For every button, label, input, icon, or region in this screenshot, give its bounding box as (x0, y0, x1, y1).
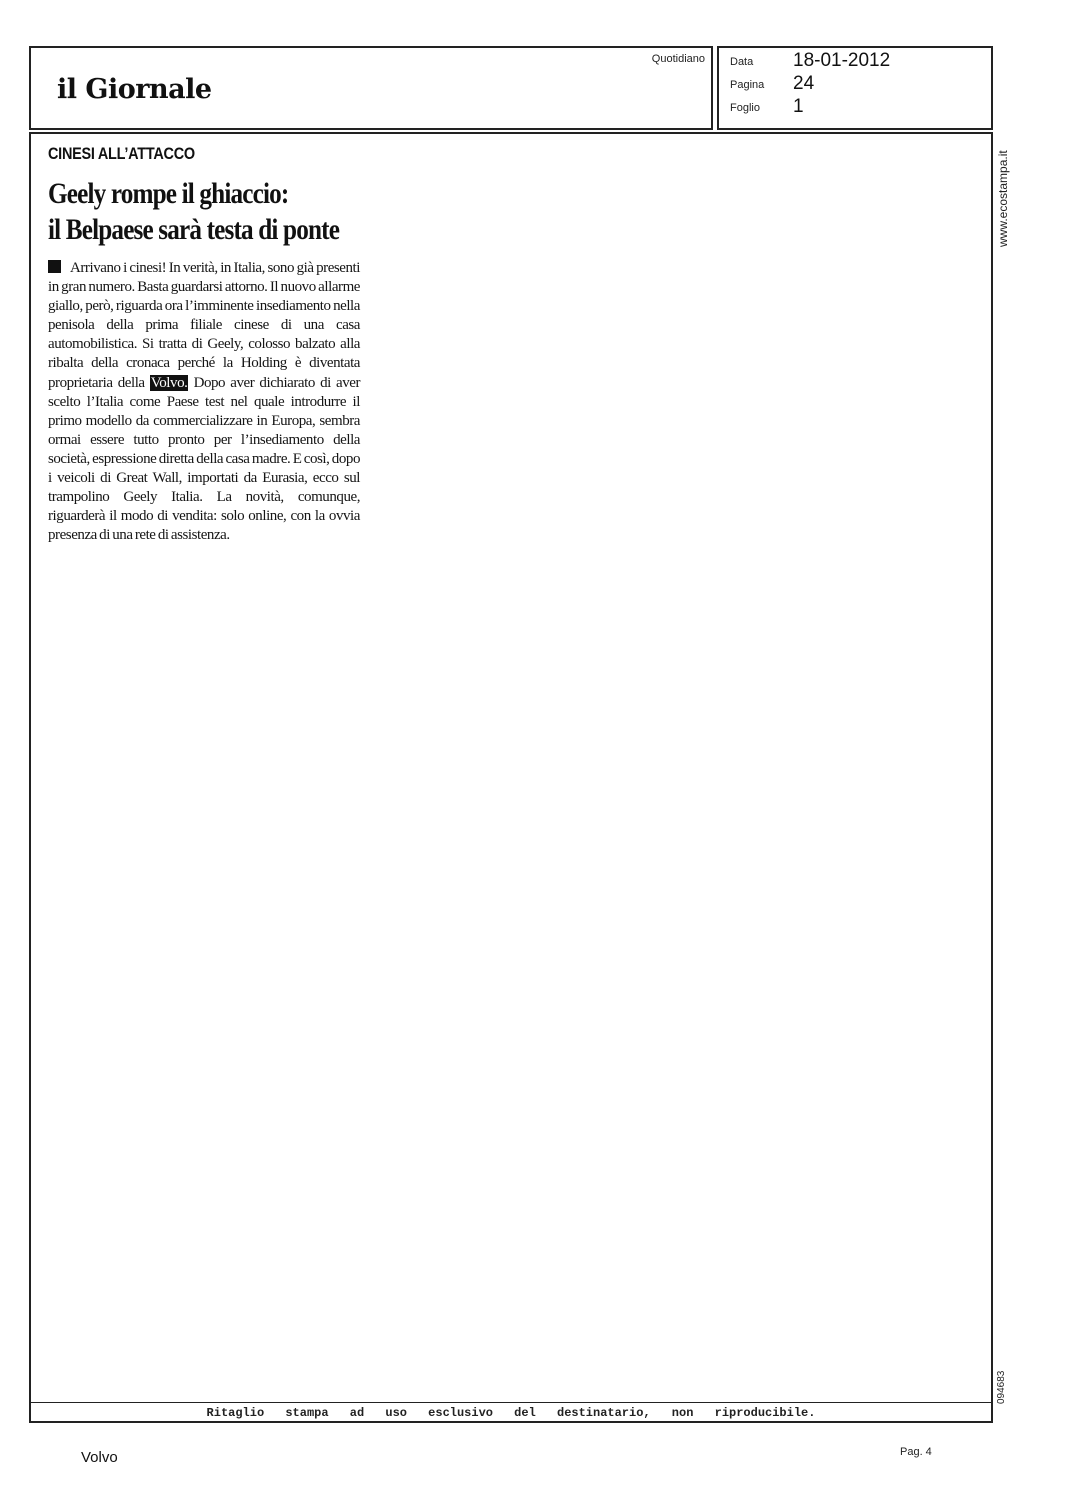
footer-topic: Volvo (81, 1449, 118, 1466)
headline-line-2: il Belpaese sarà testa di ponte (48, 213, 340, 246)
page-value: 24 (793, 73, 815, 94)
newspaper-masthead: il Giornale (57, 74, 212, 105)
site-url: www.ecostampa.it (996, 150, 1010, 247)
footer-page-number: Pag. 4 (900, 1446, 932, 1458)
date-label: Data (730, 56, 754, 68)
clipping-code: 094683 (996, 1370, 1007, 1404)
body-text-part-1: Arrivano i cinesi! In verità, in Italia, sono già presenti in gran numero. Basta guardarsi attorno. Il nuovo allarme giallo, però, riguarda ora l’imminente insediamento nella penisola della prima filiale cinese di una casa automobilistica. Si tratta di Geely, colosso balzato alla ribalta della cronaca perché la Holding è diventata proprietaria della (48, 260, 360, 391)
square-bullet-icon (48, 260, 61, 273)
headline-line-1: Geely rompe il ghiaccio: (48, 177, 289, 210)
article-clipping (29, 132, 993, 1423)
disclaimer-text: Ritaglio stampa ad uso esclusivo del destinatario, non riproducibile. (206, 1406, 816, 1420)
article-headline (48, 176, 401, 248)
sheet-value: 1 (793, 96, 804, 117)
highlighted-keyword: Volvo. (150, 374, 188, 391)
article-body (48, 259, 360, 545)
page-label: Pagina (730, 79, 765, 91)
metadata-box (717, 46, 993, 130)
sheet-label: Foglio (730, 102, 760, 114)
body-text-part-2: Dopo aver dichiarato di aver scelto l’Italia come Paese test nel quale introdurre il primo modello da commercializzare in Europa, sembra ormai essere tutto pronto per l’insediamento della società, espressione diretta della casa madre. E così, dopo i veicoli di Great Wall, importati da Eurasia, ecco sul trampolino Geely Italia. La novità, comunque, riguarderà il modo di vendita: solo online, con la ovvia presenza di una rete di assistenza. (48, 374, 360, 544)
date-value: 18-01-2012 (793, 50, 891, 71)
masthead-box (29, 46, 713, 130)
publication-type: Quotidiano (651, 53, 705, 65)
article-kicker: CINESI ALL’ATTACCO (48, 144, 195, 163)
disclaimer-divider (31, 1402, 991, 1403)
